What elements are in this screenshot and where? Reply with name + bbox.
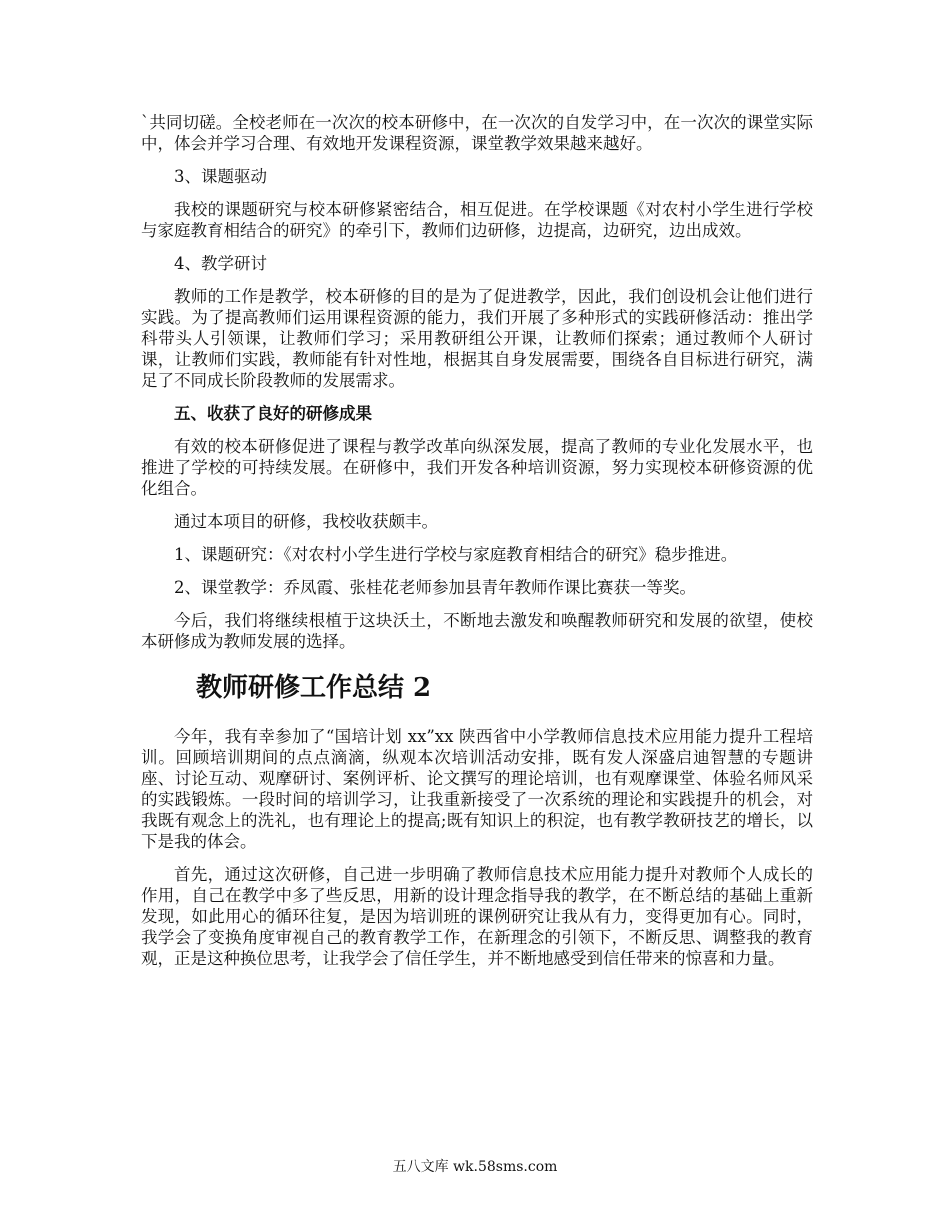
paragraph-gains: 通过本项目的研修，我校收获颇丰。 [174, 512, 438, 531]
list-item-research: 1、课题研究：《对农村小学生进行学校与家庭教育相结合的研究》稳步推进。 [174, 545, 738, 564]
section-heading-results: 五、收获了良好的研修成果 [174, 404, 372, 423]
list-item-classroom: 2、课堂教学：乔凤霞、张桂花老师参加县青年教师作课比赛获一等奖。 [174, 578, 696, 597]
section-title: 教师研修工作总结 2 [196, 673, 432, 703]
paragraph-reflection: 首先，通过这次研修，自己进一步明确了教师信息技术应用能力提升对教师个人成长的作用，自己在教学中多了些反思，用新的设计理念指导我的教学，在不断总结的基础上重新发现，如此用心的循环往复，是因为培训班的课例研究让我从有力，变得更加有心。同时，我学会了变换角度审视自己的教育教学工作，在新理念的引领下，不断反思、调整我的教育观，正是这种换位思考，让我学会了信任学生，并不断地感受到信任带来的惊喜和力量。 [141, 865, 813, 968]
paragraph-continuation: `共同切磋。全校老师在一次次的校本研修中，在一次次的自发学习中，在一次次的课堂实际中，体会并学习合理、有效地开发课程资源，课堂教学效果越来越好。 [141, 113, 813, 153]
paragraph-training-intro: 今年，我有幸参加了“国培计划 xx”xx 陕西省中小学教师信息技术应用能力提升工程培训。回顾培训期间的点点滴滴，纵观本次培训活动安排，既有发人深盛启迪智慧的专题讲座、讨论互动、观摩研讨、案例评析、论文撰写的理论培训，也有观摩课堂、体验名师风采的实践锻炼。一段时间的培训学习，让我重新接受了一次系统的理论和实践提升的机会，对我既有观念上的洗礼，也有理论上的提高;既有知识上的积淀，也有教学教研技艺的增长，以下是我的体会。 [141, 727, 813, 851]
subheading-topic-driven: 3、课题驱动 [174, 167, 267, 186]
paragraph-outlook: 今后，我们将继续根植于这块沃土，不断地去激发和唤醒教师研究和发展的欲望，使校本研修成为教师发展的选择。 [141, 611, 813, 651]
page-footer: 五八文库 wk.58sms.com [392, 1159, 558, 1175]
paragraph-results-summary: 有效的校本研修促进了课程与教学改革向纵深发展，提高了教师的专业化发展水平，也推进了学校的可持续发展。在研修中，我们开发各种培训资源，努力实现校本研修资源的优化组合。 [141, 437, 813, 498]
paragraph-teaching-practice: 教师的工作是教学，校本研修的目的是为了促进教学，因此，我们创设机会让他们进行实践。为了提高教师们运用课程资源的能力，我们开展了多种形式的实践研修活动：推出学科带头人引领课，让教师们学习；采用教研组公开课，让教师们探索；通过教师个人研讨课，让教师们实践，教师能有针对性地，根据其自身发展需要，围绕各自目标进行研究，满足了不同成长阶段教师的发展需求。 [141, 287, 813, 390]
document-body [141, 112, 813, 981]
paragraph-topic-research: 我校的课题研究与校本研修紧密结合，相互促进。在学校课题《对农村小学生进行学校与家庭教育相结合的研究》的牵引下，教师们边研修，边提高，边研究，边出成效。 [141, 200, 813, 240]
subheading-teaching-discussion: 4、教学研讨 [174, 254, 267, 273]
